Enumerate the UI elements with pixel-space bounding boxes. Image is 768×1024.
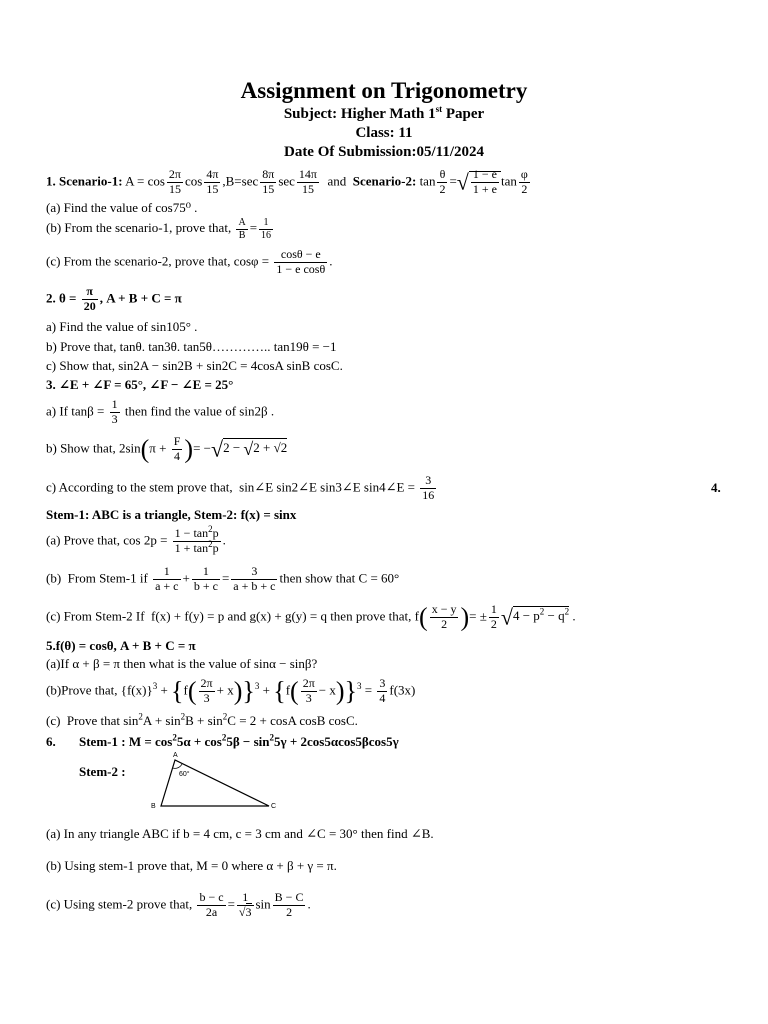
vertex-c-label: C (271, 803, 277, 810)
q1-stem: 1. Scenario-1: A = cos $\frac{2\pi}{15}$ cos $\frac{4\pi}{15}$ ,B=sec $\frac{8\pi}{15}$ sec $\frac{14\pi}{15}$ and Scenario-2: tan $\frac{\theta}{2}$ =√ $\frac{1 - e}{1 + e}$ tan $\frac{\varphi}{2}$ (46, 167, 528, 196)
date-line: Date Of Submission:05/11/2024 (283, 144, 485, 160)
q3-a: a) If tanβ = $\frac{1}{3}$ then find the value of sin2β . (46, 397, 275, 426)
q2-c: c) Show that, sin2A − sin2B + sin2C = 4cosA sinB cosC. (46, 358, 343, 373)
q6-stem2: Stem-2 : (79, 764, 126, 779)
triangle-abc (161, 760, 269, 806)
q5-b: (b)Prove that, $\{f(x)\}^3 + \{f$( $\frac{2\pi}{3}$ + x)}$^3$ + {f( $\frac{2\pi}{3}$ − x)}$^3$ = $\frac{3}{4}$ f(3x) (46, 676, 416, 706)
q2-stem: 2. θ = $\frac{\pi}{20}$ , A + B + C = π (46, 284, 182, 313)
page-title: Assignment on Trigonometry (240, 78, 528, 103)
q2-a: a) Find the value of sin105° . (46, 319, 198, 334)
q1-a: (a) Find the value of cos75⁰ . (46, 200, 198, 215)
angle-label: 60° (179, 771, 190, 778)
q3-b: b) Show that, 2sin(π + $\frac{F}{4}$ )= −√2 − √2 + √2 (46, 434, 288, 464)
q4-number: 4. (711, 480, 721, 495)
q6-a: (a) In any triangle ABC if b = 4 cm, c = 3 cm and ∠C = 30° then find ∠B. (46, 826, 434, 841)
q6-number: 6. (46, 734, 56, 749)
q4-stem: Stem-1: ABC is a triangle, Stem-2: f(x) = sinx (46, 507, 297, 522)
q1-b: (b) From the scenario-1, prove that, $\frac{A}{B}$ = $\frac{1}{16}$ (46, 217, 272, 241)
q5-c: (c) Prove that $\sin^2A + \sin^2B + \sin^2C = 2 + \cos A$ cosB cosC. (46, 711, 358, 728)
vertex-b-label: B (151, 803, 156, 810)
q6-stem1: Stem-1 : $M = \cos^25\alpha + \cos^25\beta - \sin^25\gamma + 2\cos 5\alpha\cos 5\beta\cos 5\gamma$ (79, 732, 399, 749)
q5-a: (a)If α + β = π then what is the value of sinα − sinβ? (46, 656, 318, 671)
q1-c: (c) From the scenario-2, prove that, cosφ = $\frac{\cos\theta - e}{\text{1 − e cosθ}}$ . (46, 247, 333, 276)
q6-b: (b) Using stem-1 prove that, M = 0 where α + β + γ = π. (46, 858, 337, 873)
q4-a: (a) Prove that, cos 2p = $\frac{1 - \tan^2p}{1 + \tan^2p}$ . (46, 524, 226, 555)
q3-c: c) According to the stem prove that, sin∠E sin2∠E sin3∠E sin4∠E = $\frac{3}{16}$ (46, 473, 435, 502)
q6-c: (c) Using stem-2 prove that, $\frac{b - c}{2a}$ = $\frac{1}{√3}$ sin $\frac{B - C}{2}$ . (46, 890, 311, 919)
triangle-diagram (145, 748, 285, 816)
q4-b: (b) From Stem-1 if $\frac{1}{a + c}$ + $\frac{1}{b + c}$ = $\frac{3}{a + b + c}$ then show that C = 60° (46, 564, 400, 593)
vertex-a-label: A (173, 752, 178, 759)
q3-stem: 3. ∠E + ∠F = 65°, ∠F − ∠E = 25° (46, 377, 234, 392)
subject-line: Subject: Higher Math 1st Paper (283, 104, 485, 122)
q5-stem: 5.f(θ) = cosθ, A + B + C = π (46, 638, 196, 653)
class-line: Class: 11 (355, 125, 413, 141)
q2-b: b) Prove that, tanθ. tan3θ. tan5θ………….. tan19θ = −1 (46, 339, 337, 354)
q4-c: (c) From Stem-2 If f(x) + f(y) = p and g(x) + g(y) = q then prove that, f( $\frac{x - y}{2}$ )= ± $\frac{1}{2}$ $√4 - p^2 - q^2$ . (46, 602, 576, 632)
